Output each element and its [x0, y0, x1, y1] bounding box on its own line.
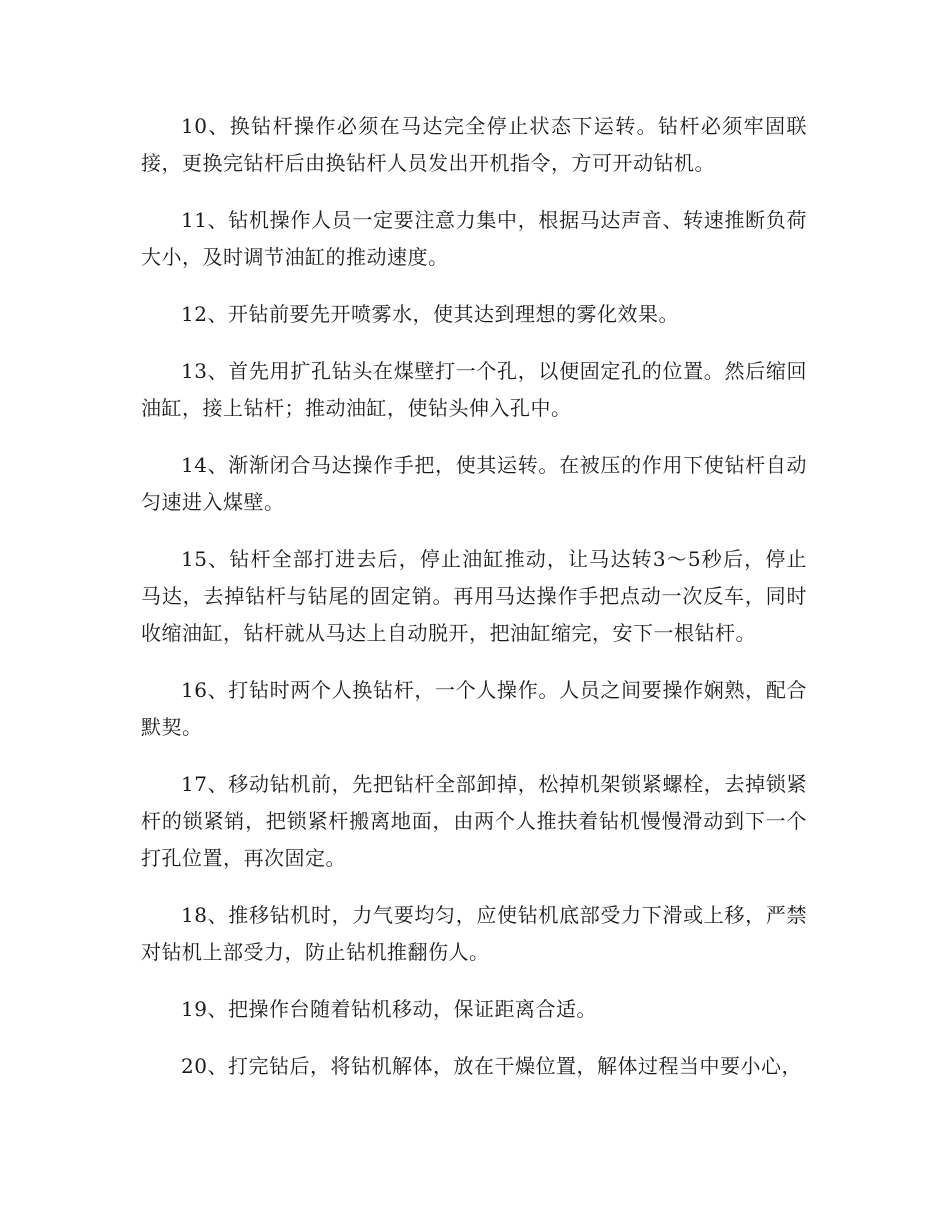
- paragraph-item-15: 15、钻杆全部打进去后，停止油缸推动，让马达转3～5秒后，停止马达，去掉钻杆与钻尾的固定销。再用马达操作手把点动一次反车，同时收缩油缸，钻杆就从马达上自动脱开，把油缸缩完，安下一根钻杆。: [141, 547, 807, 645]
- paragraph-item-17: 17、移动钻机前，先把钻杆全部卸掉，松掉机架锁紧螺栓，去掉锁紧杆的锁紧销，把锁紧杆搬离地面，由两个人推扶着钻机慢慢滑动到下一个打孔位置，再次固定。: [141, 772, 807, 870]
- paragraph-item-16: 16、打钻时两个人换钻杆，一个人操作。人员之间要操作娴熟，配合默契。: [141, 678, 807, 739]
- paragraph-item-14: 14、渐渐闭合马达操作手把，使其运转。在被压的作用下使钻杆自动匀速进入煤壁。: [141, 453, 807, 514]
- paragraph-item-18: 18、推移钻机时，力气要均匀，应使钻机底部受力下滑或上移，严禁对钻机上部受力，防止钻机推翻伤人。: [141, 903, 807, 964]
- paragraph-item-12: 12、开钻前要先开喷雾水，使其达到理想的雾化效果。: [181, 302, 679, 326]
- paragraph-item-10: 10、换钻杆操作必须在马达完全停止状态下运转。钻杆必须牢固联接，更换完钻杆后由换钻杆人员发出开机指令，方可开动钻机。: [141, 114, 807, 175]
- document-body: [141, 108, 807, 1105]
- paragraph-item-20: 20、打完钻后，将钻机解体，放在干燥位置，解体过程当中要小心，: [181, 1054, 802, 1078]
- paragraph-item-11: 11、钻机操作人员一定要注意力集中，根据马达声音、转速推断负荷大小，及时调节油缸的推动速度。: [141, 208, 807, 269]
- paragraph-item-13: 13、首先用扩孔钻头在煤壁打一个孔，以便固定孔的位置。然后缩回油缸，接上钻杆；推动油缸，使钻头伸入孔中。: [141, 359, 807, 420]
- paragraph-item-19: 19、把操作台随着钻机移动，保证距离合适。: [181, 997, 597, 1021]
